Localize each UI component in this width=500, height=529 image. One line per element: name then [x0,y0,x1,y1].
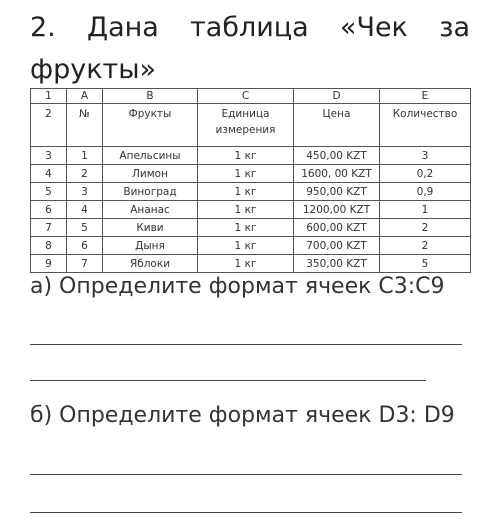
cell-qty: 5 [380,255,471,273]
cell-unit: 1 кг [198,147,294,165]
table-row [31,201,471,219]
cell-num: 1 [67,147,103,165]
heading-line2: фрукты» [30,54,157,85]
row-number: 4 [31,165,67,183]
cell-price: 350,00 KZT [294,255,380,273]
header-row [31,104,471,147]
cell-unit: 1 кг [198,237,294,255]
header-cell: № [67,104,103,147]
table-row [31,237,471,255]
cell-num: 5 [67,219,103,237]
cell-unit: 1 кг [198,201,294,219]
table-row [31,255,471,273]
answer-line [30,512,462,513]
row-number: 9 [31,255,67,273]
header-cell: Единица измерения [198,104,294,147]
column-letters-row [31,89,471,104]
fruit-receipt-table [30,88,471,273]
column-letter: 1 [31,89,67,104]
header-cell: Фрукты [103,104,198,147]
heading-word: таблица [190,12,309,43]
cell-fruit: Ананас [103,201,198,219]
cell-fruit: Виноград [103,183,198,201]
cell-unit: 1 кг [198,255,294,273]
column-letter: B [103,89,198,104]
task-number: 2. [30,12,56,43]
cell-qty: 0,9 [380,183,471,201]
task-heading [30,8,470,90]
cell-price: 1200,00 KZT [294,201,380,219]
cell-unit: 1 кг [198,219,294,237]
cell-num: 2 [67,165,103,183]
cell-qty: 2 [380,219,471,237]
table-row [31,219,471,237]
row-number: 3 [31,147,67,165]
question-a: а) Определите формат ячеек С3:С9 [30,274,445,299]
heading-word: Дана [86,12,159,43]
cell-price: 1600, 00 KZT [294,165,380,183]
cell-qty: 2 [380,237,471,255]
row-number: 2 [31,104,67,147]
heading-word: за [439,12,470,43]
answer-line [30,474,462,475]
cell-num: 7 [67,255,103,273]
column-letter: D [294,89,380,104]
cell-price: 700,00 KZT [294,237,380,255]
cell-price: 950,00 KZT [294,183,380,201]
cell-fruit: Яблоки [103,255,198,273]
column-letter: C [198,89,294,104]
row-number: 6 [31,201,67,219]
cell-fruit: Лимон [103,165,198,183]
cell-price: 450,00 KZT [294,147,380,165]
heading-word: «Чек [339,12,408,43]
cell-num: 3 [67,183,103,201]
table-row [31,183,471,201]
column-letter: A [67,89,103,104]
cell-unit: 1 кг [198,183,294,201]
cell-qty: 3 [380,147,471,165]
cell-fruit: Киви [103,219,198,237]
row-number: 8 [31,237,67,255]
cell-qty: 1 [380,201,471,219]
cell-num: 6 [67,237,103,255]
question-b: б) Определите формат ячеек D3: D9 [30,403,455,428]
cell-unit: 1 кг [198,165,294,183]
cell-num: 4 [67,201,103,219]
answer-line [30,380,426,381]
answer-line [30,344,462,345]
header-cell: Цена [294,104,380,147]
table-row [31,165,471,183]
row-number: 7 [31,219,67,237]
row-number: 5 [31,183,67,201]
header-cell: Количество [380,104,471,147]
cell-price: 600,00 KZT [294,219,380,237]
table-row [31,147,471,165]
cell-qty: 0,2 [380,165,471,183]
cell-fruit: Дыня [103,237,198,255]
column-letter: E [380,89,471,104]
cell-fruit: Апельсины [103,147,198,165]
